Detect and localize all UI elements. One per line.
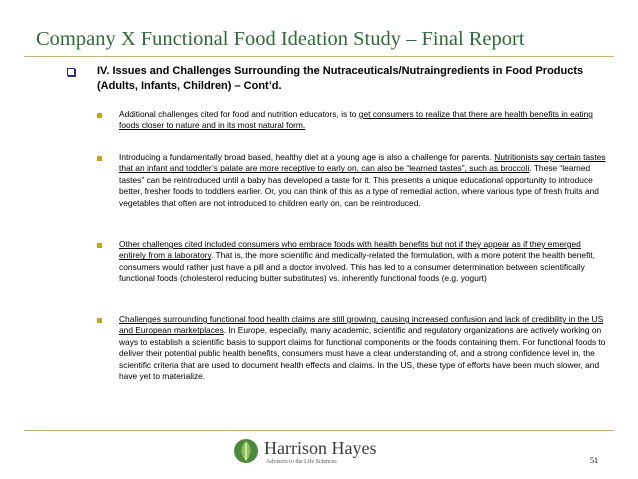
- square-bullet-icon: [97, 318, 102, 323]
- square-bullet-icon: [97, 113, 102, 118]
- bullet-item: [97, 152, 607, 209]
- bullet-text: Challenges surrounding functional food health claims are still growing, causing increased confusion and lack of credibility in the US and European marketplaces. In Europe, especially, many academic, scientific and regulatory organizations are actively working on ways to establish a scientific basis to support claims for functional components or the foods containing them. For functional foods to deliver their potential public health benefits, consumers must have a clear understanding of, and a strong confidence level in, the scientific criteria that are used to document health effects and claims. In the US, these type of efforts have been much slower, and have yet to materialize.: [119, 314, 606, 382]
- section-bullet-icon: [67, 68, 75, 76]
- logo-name: Harrison Hayes: [264, 438, 377, 458]
- leaf-logo-icon: [232, 437, 260, 465]
- section-heading: IV. Issues and Challenges Surrounding the Nutraceuticals/Nutraingredients in Food Products (Adults, Infants, Children) – Cont’d.: [97, 65, 584, 92]
- slide-title: Company X Functional Food Ideation Study – Final Report: [36, 28, 525, 50]
- bullet-item: [97, 239, 607, 285]
- bullet-text: Additional challenges cited for food and nutrition educators, is to get consumers to realize that there are health benefits in eating foods closer to nature and in its most natural form.: [119, 109, 593, 131]
- company-logo: [232, 437, 382, 471]
- footer-divider: [24, 430, 614, 431]
- title-divider: [24, 56, 614, 57]
- bullet-item: [97, 314, 607, 382]
- bullet-text: Introducing a fundamentally broad based, healthy diet at a young age is also a challenge for parents. Nutritionists say certain tastes that an infant and toddler’s palate are more receptive to early on, can also be “learned tastes”, such as broccoli. These “learned tastes” can be reintroduced until a baby has developed a taste for it. This presents a unique educational opportunity to introduce better, fresher foods to toddlers earlier. Or, you can think of this as a type of remedial action, where various type of fresh fruits and vegetables that often are not introduced to children early on, can be reintroduced.: [119, 152, 606, 208]
- bullet-item: [97, 109, 607, 132]
- square-bullet-icon: [97, 156, 102, 161]
- page-number: 51: [590, 456, 598, 465]
- square-bullet-icon: [97, 243, 102, 248]
- bullet-text: Other challenges cited included consumers who embrace foods with health benefits but not if they appear as if they emerged entirely from a laboratory. That is, the more scientific and medically-related the formulation, with a more potent the health benefit, consumers would rather just have a pill and a doctor involved. This has led to a consumer determination between scientifically functional foods (cholesterol reducing butter substitutes) vs. inherently functional foods (e.g. yogurt): [119, 239, 595, 284]
- logo-tagline: Advisors to the Life Sciences: [266, 459, 337, 465]
